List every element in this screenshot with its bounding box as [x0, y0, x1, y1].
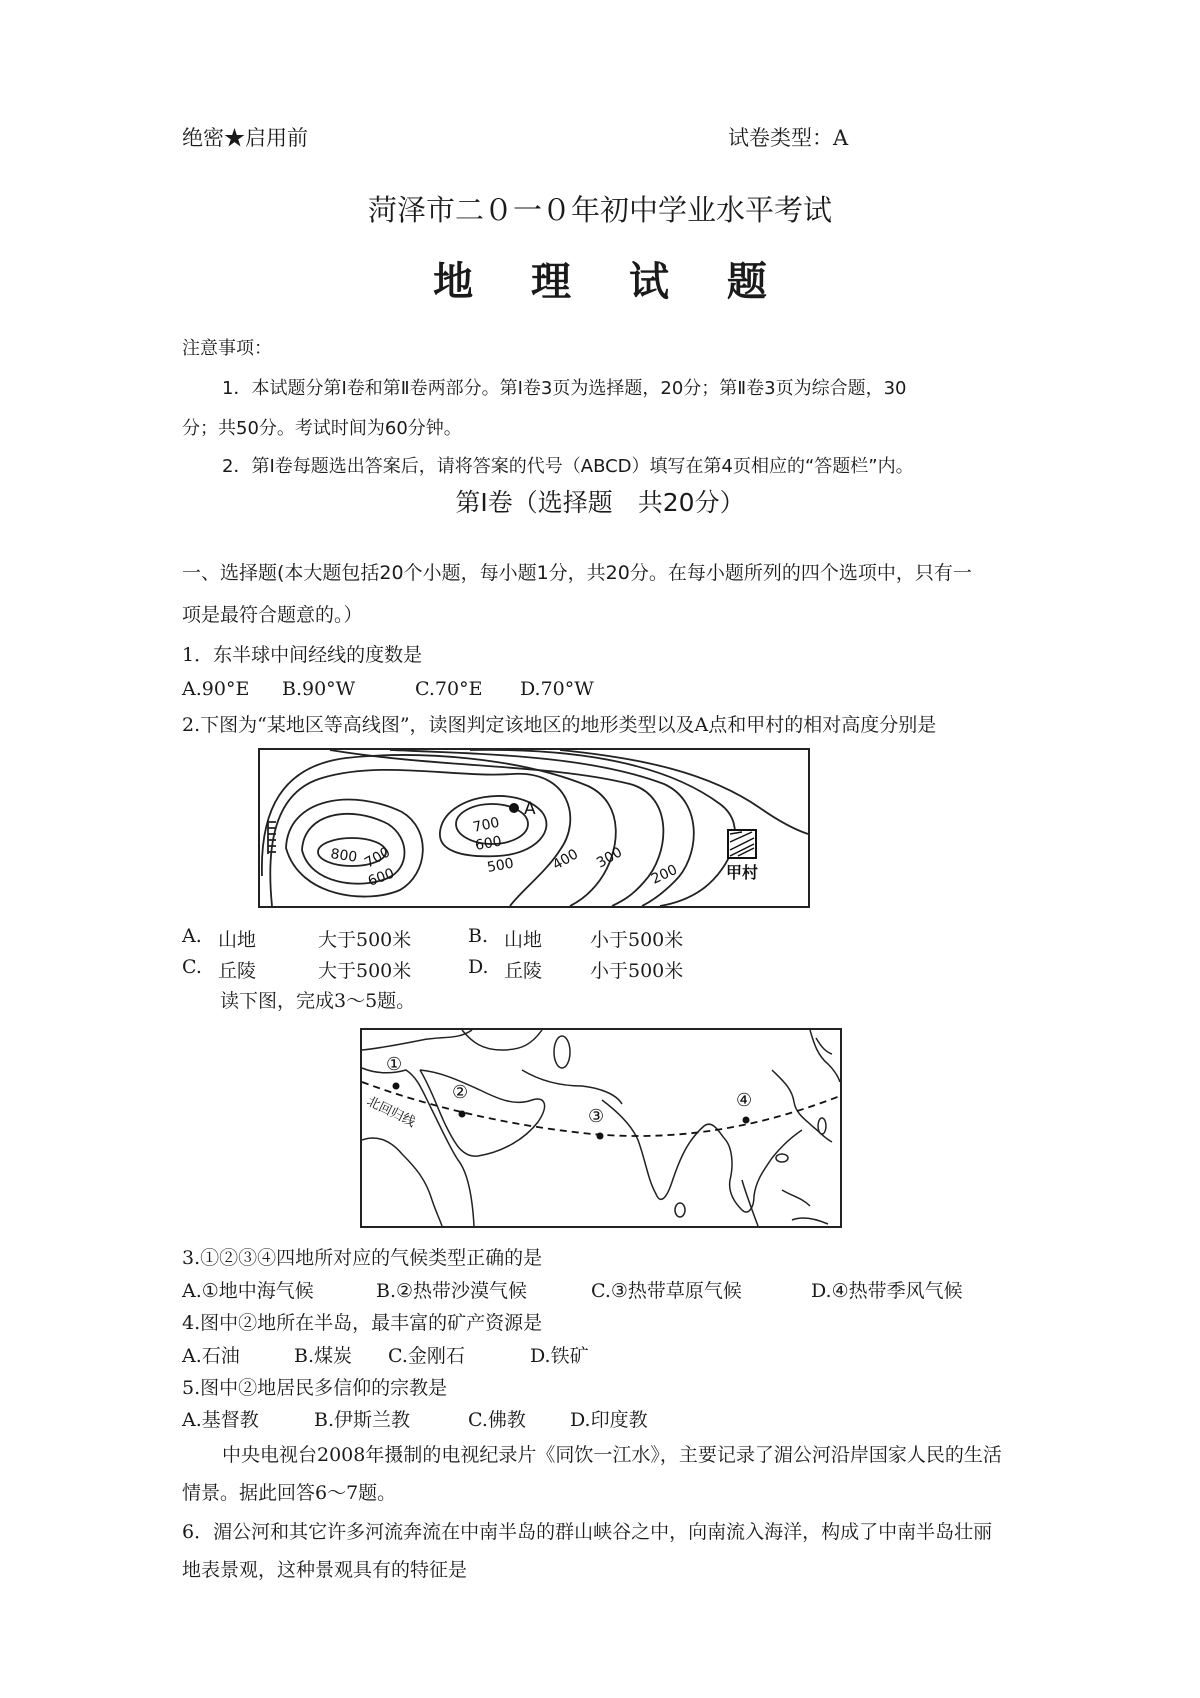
- contour-line: [262, 755, 616, 906]
- point-a-label: A: [524, 799, 536, 819]
- contour-map: [258, 748, 810, 908]
- world-map: [360, 1028, 842, 1228]
- question-1-option-c: C.70°E: [415, 678, 483, 700]
- read-map-intro: 读下图，完成3～5题。: [220, 990, 416, 1012]
- tropic-label: 北回归线: [364, 1094, 418, 1131]
- question-5-option-d: D.印度教: [570, 1409, 648, 1431]
- question-1-stem: 1．东半球中间经线的度数是: [182, 644, 423, 666]
- contour-label: 500: [485, 855, 516, 876]
- question-1-option-a: A.90°E: [182, 678, 250, 700]
- question-4-stem: 4.图中②地所在半岛，最丰富的矿产资源是: [182, 1312, 543, 1334]
- question-2-option-c-type: 丘陵: [218, 960, 257, 982]
- section-title: 第Ⅰ卷（选择题 共20分）: [455, 488, 745, 517]
- coastlines: [362, 1030, 840, 1226]
- marker-4-label: ④: [736, 1090, 753, 1111]
- question-3-stem: 3.①②③④四地所对应的气候类型正确的是: [182, 1247, 543, 1269]
- point-a-marker: [509, 803, 519, 813]
- part1-instructions-line-1: 一、选择题(本大题包括20个小题，每小题1分，共20分。在每小题所列的四个选项中，只有一: [182, 562, 972, 584]
- contour-label: 300: [594, 844, 626, 872]
- question-2-option-a-letter: A.: [182, 925, 202, 947]
- question-3-option-c: C.③热带草原气候: [591, 1280, 742, 1302]
- note-item-2: 2．第Ⅰ卷每题选出答案后，请将答案的代号（ABCD）填写在第4页相应的“答题栏”内。: [222, 456, 914, 477]
- question-2-option-b-type: 山地: [504, 929, 543, 951]
- question-2-option-a-type: 山地: [218, 929, 257, 951]
- question-5-stem: 5.图中②地居民多信仰的宗教是: [182, 1377, 448, 1399]
- contour-map-drawing: [260, 750, 808, 906]
- question-3-option-a: A.①地中海气候: [182, 1280, 314, 1302]
- marker-3-dot: [597, 1133, 604, 1140]
- passage-line-2: 情景。据此回答6～7题。: [182, 1482, 397, 1504]
- contour-label: 400: [550, 846, 582, 874]
- question-2-option-d-letter: D.: [468, 956, 489, 978]
- contour-label: 800: [329, 846, 359, 866]
- marker-2-label: ②: [452, 1082, 469, 1103]
- question-5-option-b: B.伊斯兰教: [314, 1409, 411, 1431]
- marker-2-dot: [459, 1111, 466, 1118]
- contour-label: 600: [473, 833, 504, 854]
- question-2-option-b-height: 小于500米: [590, 929, 684, 951]
- marker-1-label: ①: [386, 1054, 403, 1075]
- question-2-option-d-type: 丘陵: [504, 960, 543, 982]
- contour-label: 700: [471, 814, 501, 836]
- question-5-option-a: A.基督教: [182, 1409, 259, 1431]
- question-4-option-a: A.石油: [182, 1345, 240, 1367]
- question-2-stem: 2.下图为“某地区等高线图”，读图判定该地区的地形类型以及A点和甲村的相对高度分别是: [182, 714, 937, 736]
- contour-label: 200: [648, 861, 680, 888]
- question-3-option-d: D.④热带季风气候: [811, 1280, 963, 1302]
- question-3-option-b: B.②热带沙漠气候: [376, 1280, 528, 1302]
- question-4-option-b: B.煤炭: [294, 1345, 353, 1367]
- village-label: 甲村: [726, 863, 759, 882]
- question-2-option-b-letter: B.: [468, 925, 489, 947]
- part1-instructions-line-2: 项是最符合题意的。）: [182, 604, 363, 626]
- question-2-option-d-height: 小于500米: [590, 960, 684, 982]
- world-map-drawing: [362, 1030, 840, 1226]
- note-item-1-line-1: 1．本试题分第Ⅰ卷和第Ⅱ卷两部分。第Ⅰ卷3页为选择题，20分；第Ⅱ卷3页为综合题，30: [222, 378, 907, 399]
- question-2-option-a-height: 大于500米: [318, 929, 412, 951]
- passage-line-1: 中央电视台2008年摄制的电视纪录片《同饮一江水》，主要记录了湄公河沿岸国家人民的生活: [222, 1444, 1002, 1466]
- question-5-option-c: C.佛教: [468, 1409, 526, 1431]
- marker-1-dot: [393, 1083, 400, 1090]
- secret-label: 绝密★启用前: [182, 126, 308, 150]
- question-1-option-b: B.90°W: [282, 678, 356, 700]
- notes-heading: 注意事项：: [182, 338, 272, 359]
- question-1-option-d: D.70°W: [520, 678, 594, 700]
- marker-4-dot: [743, 1117, 750, 1124]
- question-6-line-1: 6．湄公河和其它许多河流奔流在中南半岛的群山峡谷之中，向南流入海洋，构成了中南半岛壮丽: [182, 1521, 993, 1543]
- contour-line: [390, 750, 694, 906]
- note-item-1-line-2: 分；共50分。考试时间为60分钟。: [182, 418, 462, 439]
- village-icon: [728, 830, 756, 858]
- question-4-option-d: D.铁矿: [530, 1345, 589, 1367]
- paper-type-label: 试卷类型：A: [728, 126, 849, 150]
- subject-title: 地 理 试 题: [433, 258, 789, 305]
- marker-3-label: ③: [588, 1106, 605, 1127]
- question-2-option-c-letter: C.: [182, 956, 202, 978]
- question-4-option-c: C.金刚石: [388, 1345, 465, 1367]
- contour-label: 600: [365, 865, 397, 890]
- question-2-option-c-height: 大于500米: [318, 960, 412, 982]
- contour-label: 700: [362, 844, 394, 872]
- exam-title: 菏泽市二０一０年初中学业水平考试: [367, 193, 832, 227]
- question-6-line-2: 地表景观，这种景观具有的特征是: [182, 1559, 468, 1581]
